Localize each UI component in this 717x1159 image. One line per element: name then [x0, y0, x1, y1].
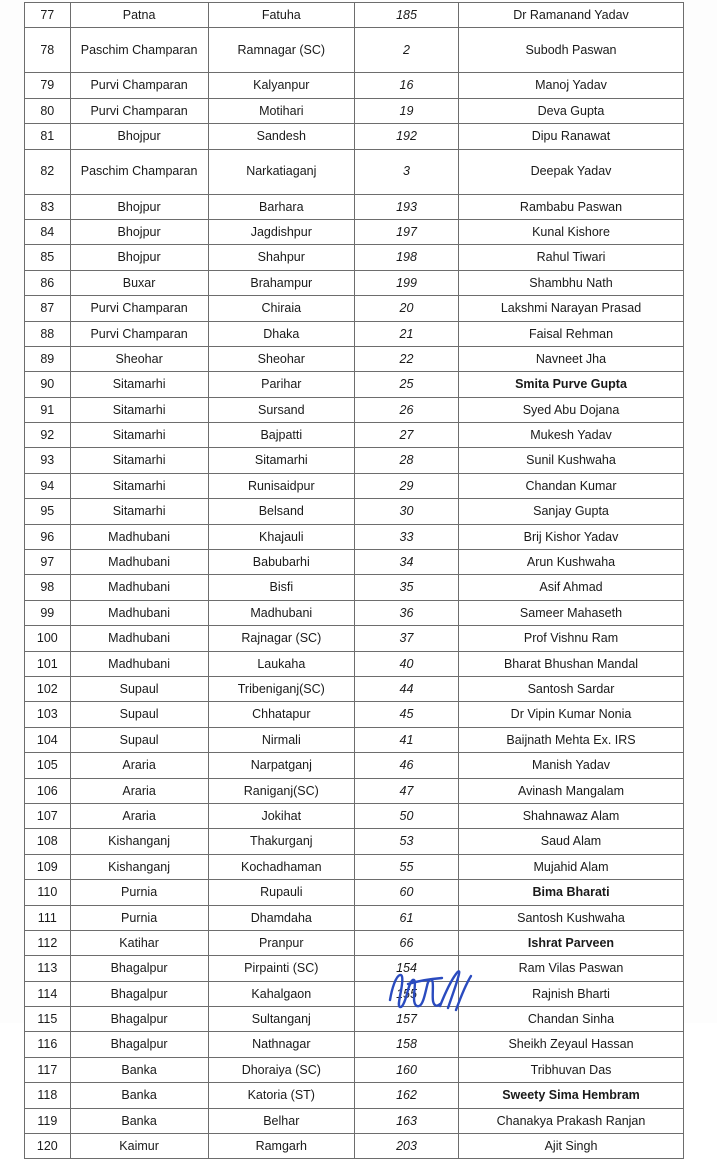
table-row	[25, 880, 684, 905]
table-row	[25, 778, 684, 803]
cell-sl-no: 77	[25, 3, 71, 28]
cell-ac-no: 197	[355, 219, 459, 244]
cell-district: Bhagalpur	[70, 981, 208, 1006]
cell-ac-no: 34	[355, 550, 459, 575]
cell-assembly-constituency: Pirpainti (SC)	[208, 956, 354, 981]
table-row	[25, 981, 684, 1006]
cell-ac-no: 45	[355, 702, 459, 727]
cell-sl-no: 82	[25, 149, 71, 194]
cell-sl-no: 94	[25, 473, 71, 498]
table-row	[25, 727, 684, 752]
cell-ac-no: 203	[355, 1134, 459, 1159]
cell-sl-no: 83	[25, 194, 71, 219]
table-row	[25, 803, 684, 828]
cell-candidate-name: Manish Yadav	[459, 753, 684, 778]
cell-candidate-name: Ajit Singh	[459, 1134, 684, 1159]
cell-assembly-constituency: Rupauli	[208, 880, 354, 905]
cell-candidate-name: Deepak Yadav	[459, 149, 684, 194]
table-row	[25, 149, 684, 194]
cell-ac-no: 66	[355, 930, 459, 955]
cell-sl-no: 117	[25, 1057, 71, 1082]
cell-district: Supaul	[70, 727, 208, 752]
cell-candidate-name: Chanakya Prakash Ranjan	[459, 1108, 684, 1133]
cell-candidate-name: Prof Vishnu Ram	[459, 626, 684, 651]
cell-assembly-constituency: Chiraia	[208, 296, 354, 321]
table-row	[25, 1134, 684, 1159]
cell-sl-no: 90	[25, 372, 71, 397]
cell-candidate-name: Subodh Paswan	[459, 28, 684, 73]
cell-sl-no: 96	[25, 524, 71, 549]
cell-candidate-name: Rahul Tiwari	[459, 245, 684, 270]
cell-candidate-name: Ishrat Parveen	[459, 930, 684, 955]
cell-sl-no: 113	[25, 956, 71, 981]
cell-district: Sitamarhi	[70, 423, 208, 448]
cell-ac-no: 198	[355, 245, 459, 270]
cell-sl-no: 112	[25, 930, 71, 955]
cell-assembly-constituency: Bajpatti	[208, 423, 354, 448]
cell-candidate-name: Lakshmi Narayan Prasad	[459, 296, 684, 321]
cell-sl-no: 84	[25, 219, 71, 244]
table-row	[25, 1032, 684, 1057]
cell-district: Banka	[70, 1083, 208, 1108]
cell-assembly-constituency: Kahalgaon	[208, 981, 354, 1006]
cell-district: Madhubani	[70, 600, 208, 625]
candidate-list-table	[24, 2, 684, 1159]
cell-candidate-name: Bharat Bhushan Mandal	[459, 651, 684, 676]
cell-assembly-constituency: Sheohar	[208, 346, 354, 371]
cell-assembly-constituency: Raniganj(SC)	[208, 778, 354, 803]
table-row	[25, 1083, 684, 1108]
cell-district: Araria	[70, 778, 208, 803]
cell-assembly-constituency: Barhara	[208, 194, 354, 219]
cell-ac-no: 30	[355, 499, 459, 524]
cell-assembly-constituency: Sitamarhi	[208, 448, 354, 473]
cell-assembly-constituency: Laukaha	[208, 651, 354, 676]
table-row	[25, 930, 684, 955]
cell-candidate-name: Ram Vilas Paswan	[459, 956, 684, 981]
cell-ac-no: 41	[355, 727, 459, 752]
cell-district: Bhojpur	[70, 219, 208, 244]
cell-candidate-name: Sweety Sima Hembram	[459, 1083, 684, 1108]
cell-assembly-constituency: Sandesh	[208, 124, 354, 149]
cell-sl-no: 116	[25, 1032, 71, 1057]
table-row	[25, 473, 684, 498]
table-row	[25, 1108, 684, 1133]
cell-candidate-name: Rajnish Bharti	[459, 981, 684, 1006]
cell-ac-no: 28	[355, 448, 459, 473]
cell-district: Sitamarhi	[70, 499, 208, 524]
cell-assembly-constituency: Dhaka	[208, 321, 354, 346]
cell-candidate-name: Faisal Rehman	[459, 321, 684, 346]
cell-district: Madhubani	[70, 550, 208, 575]
cell-ac-no: 157	[355, 1007, 459, 1032]
cell-candidate-name: Deva Gupta	[459, 98, 684, 123]
table-row	[25, 702, 684, 727]
cell-assembly-constituency: Fatuha	[208, 3, 354, 28]
cell-assembly-constituency: Bisfi	[208, 575, 354, 600]
cell-district: Sitamarhi	[70, 448, 208, 473]
table-row	[25, 905, 684, 930]
cell-candidate-name: Sheikh Zeyaul Hassan	[459, 1032, 684, 1057]
table-row	[25, 829, 684, 854]
cell-candidate-name: Sanjay Gupta	[459, 499, 684, 524]
cell-district: Purvi Champaran	[70, 321, 208, 346]
cell-ac-no: 19	[355, 98, 459, 123]
cell-candidate-name: Santosh Sardar	[459, 676, 684, 701]
cell-assembly-constituency: Motihari	[208, 98, 354, 123]
cell-candidate-name: Baijnath Mehta Ex. IRS	[459, 727, 684, 752]
cell-assembly-constituency: Runisaidpur	[208, 473, 354, 498]
cell-ac-no: 20	[355, 296, 459, 321]
table-row	[25, 575, 684, 600]
cell-candidate-name: Kunal Kishore	[459, 219, 684, 244]
cell-ac-no: 46	[355, 753, 459, 778]
cell-ac-no: 29	[355, 473, 459, 498]
cell-assembly-constituency: Nathnagar	[208, 1032, 354, 1057]
table-row	[25, 3, 684, 28]
table-row	[25, 372, 684, 397]
cell-sl-no: 108	[25, 829, 71, 854]
cell-sl-no: 89	[25, 346, 71, 371]
cell-assembly-constituency: Pranpur	[208, 930, 354, 955]
cell-district: Sitamarhi	[70, 473, 208, 498]
cell-assembly-constituency: Khajauli	[208, 524, 354, 549]
table-row	[25, 219, 684, 244]
cell-assembly-constituency: Jagdishpur	[208, 219, 354, 244]
cell-sl-no: 95	[25, 499, 71, 524]
table-row	[25, 1007, 684, 1032]
cell-sl-no: 85	[25, 245, 71, 270]
cell-district: Madhubani	[70, 651, 208, 676]
cell-ac-no: 160	[355, 1057, 459, 1082]
cell-candidate-name: Sunil Kushwaha	[459, 448, 684, 473]
cell-ac-no: 35	[355, 575, 459, 600]
cell-district: Supaul	[70, 676, 208, 701]
cell-ac-no: 60	[355, 880, 459, 905]
cell-ac-no: 155	[355, 981, 459, 1006]
cell-assembly-constituency: Tribeniganj(SC)	[208, 676, 354, 701]
cell-assembly-constituency: Narpatganj	[208, 753, 354, 778]
table-row	[25, 1057, 684, 1082]
cell-sl-no: 87	[25, 296, 71, 321]
table-row	[25, 854, 684, 879]
table-row	[25, 550, 684, 575]
table-row	[25, 397, 684, 422]
cell-ac-no: 21	[355, 321, 459, 346]
cell-ac-no: 199	[355, 270, 459, 295]
table-body	[25, 3, 684, 1159]
cell-ac-no: 26	[355, 397, 459, 422]
cell-district: Paschim Champaran	[70, 149, 208, 194]
cell-ac-no: 36	[355, 600, 459, 625]
cell-candidate-name: Mukesh Yadav	[459, 423, 684, 448]
cell-district: Bhojpur	[70, 124, 208, 149]
cell-assembly-constituency: Sultanganj	[208, 1007, 354, 1032]
cell-assembly-constituency: Ramnagar (SC)	[208, 28, 354, 73]
cell-candidate-name: Shambhu Nath	[459, 270, 684, 295]
cell-sl-no: 98	[25, 575, 71, 600]
table-row	[25, 346, 684, 371]
cell-district: Sheohar	[70, 346, 208, 371]
cell-ac-no: 193	[355, 194, 459, 219]
cell-ac-no: 53	[355, 829, 459, 854]
cell-sl-no: 105	[25, 753, 71, 778]
table-row	[25, 98, 684, 123]
cell-sl-no: 104	[25, 727, 71, 752]
cell-ac-no: 40	[355, 651, 459, 676]
table-row	[25, 321, 684, 346]
cell-assembly-constituency: Dhamdaha	[208, 905, 354, 930]
cell-assembly-constituency: Thakurganj	[208, 829, 354, 854]
cell-candidate-name: Dipu Ranawat	[459, 124, 684, 149]
cell-candidate-name: Brij Kishor Yadav	[459, 524, 684, 549]
cell-sl-no: 92	[25, 423, 71, 448]
table-row	[25, 651, 684, 676]
table-row	[25, 423, 684, 448]
cell-district: Kishanganj	[70, 829, 208, 854]
cell-district: Bhojpur	[70, 245, 208, 270]
cell-district: Araria	[70, 803, 208, 828]
cell-assembly-constituency: Nirmali	[208, 727, 354, 752]
cell-assembly-constituency: Kochadhaman	[208, 854, 354, 879]
cell-sl-no: 119	[25, 1108, 71, 1133]
table-row	[25, 448, 684, 473]
cell-assembly-constituency: Jokihat	[208, 803, 354, 828]
cell-district: Purvi Champaran	[70, 73, 208, 98]
cell-candidate-name: Santosh Kushwaha	[459, 905, 684, 930]
cell-ac-no: 192	[355, 124, 459, 149]
cell-sl-no: 88	[25, 321, 71, 346]
cell-ac-no: 162	[355, 1083, 459, 1108]
cell-district: Bhojpur	[70, 194, 208, 219]
table-row	[25, 73, 684, 98]
table-row	[25, 28, 684, 73]
cell-assembly-constituency: Brahampur	[208, 270, 354, 295]
cell-ac-no: 163	[355, 1108, 459, 1133]
cell-sl-no: 79	[25, 73, 71, 98]
cell-sl-no: 78	[25, 28, 71, 73]
cell-candidate-name: Rambabu Paswan	[459, 194, 684, 219]
cell-district: Purvi Champaran	[70, 98, 208, 123]
table-row	[25, 296, 684, 321]
cell-assembly-constituency: Madhubani	[208, 600, 354, 625]
cell-ac-no: 55	[355, 854, 459, 879]
cell-district: Kaimur	[70, 1134, 208, 1159]
cell-ac-no: 158	[355, 1032, 459, 1057]
cell-candidate-name: Dr Vipin Kumar Nonia	[459, 702, 684, 727]
cell-assembly-constituency: Katoria (ST)	[208, 1083, 354, 1108]
cell-ac-no: 50	[355, 803, 459, 828]
cell-district: Supaul	[70, 702, 208, 727]
table-row	[25, 245, 684, 270]
cell-candidate-name: Chandan Kumar	[459, 473, 684, 498]
cell-district: Patna	[70, 3, 208, 28]
cell-sl-no: 91	[25, 397, 71, 422]
cell-sl-no: 93	[25, 448, 71, 473]
cell-district: Madhubani	[70, 575, 208, 600]
cell-ac-no: 61	[355, 905, 459, 930]
cell-sl-no: 100	[25, 626, 71, 651]
cell-sl-no: 120	[25, 1134, 71, 1159]
cell-district: Araria	[70, 753, 208, 778]
cell-ac-no: 47	[355, 778, 459, 803]
cell-sl-no: 97	[25, 550, 71, 575]
cell-candidate-name: Manoj Yadav	[459, 73, 684, 98]
cell-candidate-name: Navneet Jha	[459, 346, 684, 371]
table-row	[25, 626, 684, 651]
cell-candidate-name: Shahnawaz Alam	[459, 803, 684, 828]
cell-sl-no: 111	[25, 905, 71, 930]
cell-district: Purvi Champaran	[70, 296, 208, 321]
cell-sl-no: 114	[25, 981, 71, 1006]
cell-ac-no: 2	[355, 28, 459, 73]
cell-assembly-constituency: Ramgarh	[208, 1134, 354, 1159]
cell-ac-no: 44	[355, 676, 459, 701]
cell-ac-no: 154	[355, 956, 459, 981]
table-row	[25, 753, 684, 778]
cell-district: Bhagalpur	[70, 1032, 208, 1057]
cell-assembly-constituency: Chhatapur	[208, 702, 354, 727]
cell-district: Paschim Champaran	[70, 28, 208, 73]
cell-assembly-constituency: Belhar	[208, 1108, 354, 1133]
cell-assembly-constituency: Shahpur	[208, 245, 354, 270]
cell-sl-no: 101	[25, 651, 71, 676]
cell-sl-no: 110	[25, 880, 71, 905]
cell-sl-no: 115	[25, 1007, 71, 1032]
cell-ac-no: 3	[355, 149, 459, 194]
cell-district: Kishanganj	[70, 854, 208, 879]
cell-assembly-constituency: Babubarhi	[208, 550, 354, 575]
cell-assembly-constituency: Dhoraiya (SC)	[208, 1057, 354, 1082]
cell-district: Buxar	[70, 270, 208, 295]
cell-candidate-name: Tribhuvan Das	[459, 1057, 684, 1082]
cell-district: Katihar	[70, 930, 208, 955]
cell-district: Purnia	[70, 880, 208, 905]
cell-district: Banka	[70, 1057, 208, 1082]
cell-candidate-name: Chandan Sinha	[459, 1007, 684, 1032]
cell-candidate-name: Asif Ahmad	[459, 575, 684, 600]
cell-candidate-name: Arun Kushwaha	[459, 550, 684, 575]
cell-district: Madhubani	[70, 524, 208, 549]
cell-assembly-constituency: Rajnagar (SC)	[208, 626, 354, 651]
cell-candidate-name: Syed Abu Dojana	[459, 397, 684, 422]
cell-district: Bhagalpur	[70, 1007, 208, 1032]
cell-candidate-name: Sameer Mahaseth	[459, 600, 684, 625]
table-row	[25, 124, 684, 149]
cell-ac-no: 27	[355, 423, 459, 448]
table-row	[25, 499, 684, 524]
cell-ac-no: 33	[355, 524, 459, 549]
table-row	[25, 676, 684, 701]
cell-candidate-name: Smita Purve Gupta	[459, 372, 684, 397]
table-row	[25, 956, 684, 981]
cell-candidate-name: Avinash Mangalam	[459, 778, 684, 803]
cell-sl-no: 107	[25, 803, 71, 828]
cell-ac-no: 37	[355, 626, 459, 651]
cell-ac-no: 185	[355, 3, 459, 28]
cell-sl-no: 118	[25, 1083, 71, 1108]
cell-district: Sitamarhi	[70, 372, 208, 397]
cell-assembly-constituency: Sursand	[208, 397, 354, 422]
cell-district: Purnia	[70, 905, 208, 930]
cell-candidate-name: Saud Alam	[459, 829, 684, 854]
cell-sl-no: 99	[25, 600, 71, 625]
cell-sl-no: 103	[25, 702, 71, 727]
cell-sl-no: 86	[25, 270, 71, 295]
cell-sl-no: 81	[25, 124, 71, 149]
table-row	[25, 270, 684, 295]
cell-sl-no: 106	[25, 778, 71, 803]
handwritten-signature	[378, 966, 488, 1018]
cell-assembly-constituency: Kalyanpur	[208, 73, 354, 98]
cell-candidate-name: Dr Ramanand Yadav	[459, 3, 684, 28]
cell-sl-no: 109	[25, 854, 71, 879]
table-row	[25, 524, 684, 549]
table-row	[25, 194, 684, 219]
cell-sl-no: 102	[25, 676, 71, 701]
cell-sl-no: 80	[25, 98, 71, 123]
cell-assembly-constituency: Narkatiaganj	[208, 149, 354, 194]
cell-district: Madhubani	[70, 626, 208, 651]
cell-district: Sitamarhi	[70, 397, 208, 422]
cell-ac-no: 16	[355, 73, 459, 98]
cell-district: Banka	[70, 1108, 208, 1133]
table-row	[25, 600, 684, 625]
cell-ac-no: 22	[355, 346, 459, 371]
cell-candidate-name: Bima Bharati	[459, 880, 684, 905]
cell-ac-no: 25	[355, 372, 459, 397]
cell-assembly-constituency: Parihar	[208, 372, 354, 397]
cell-candidate-name: Mujahid Alam	[459, 854, 684, 879]
cell-district: Bhagalpur	[70, 956, 208, 981]
cell-assembly-constituency: Belsand	[208, 499, 354, 524]
